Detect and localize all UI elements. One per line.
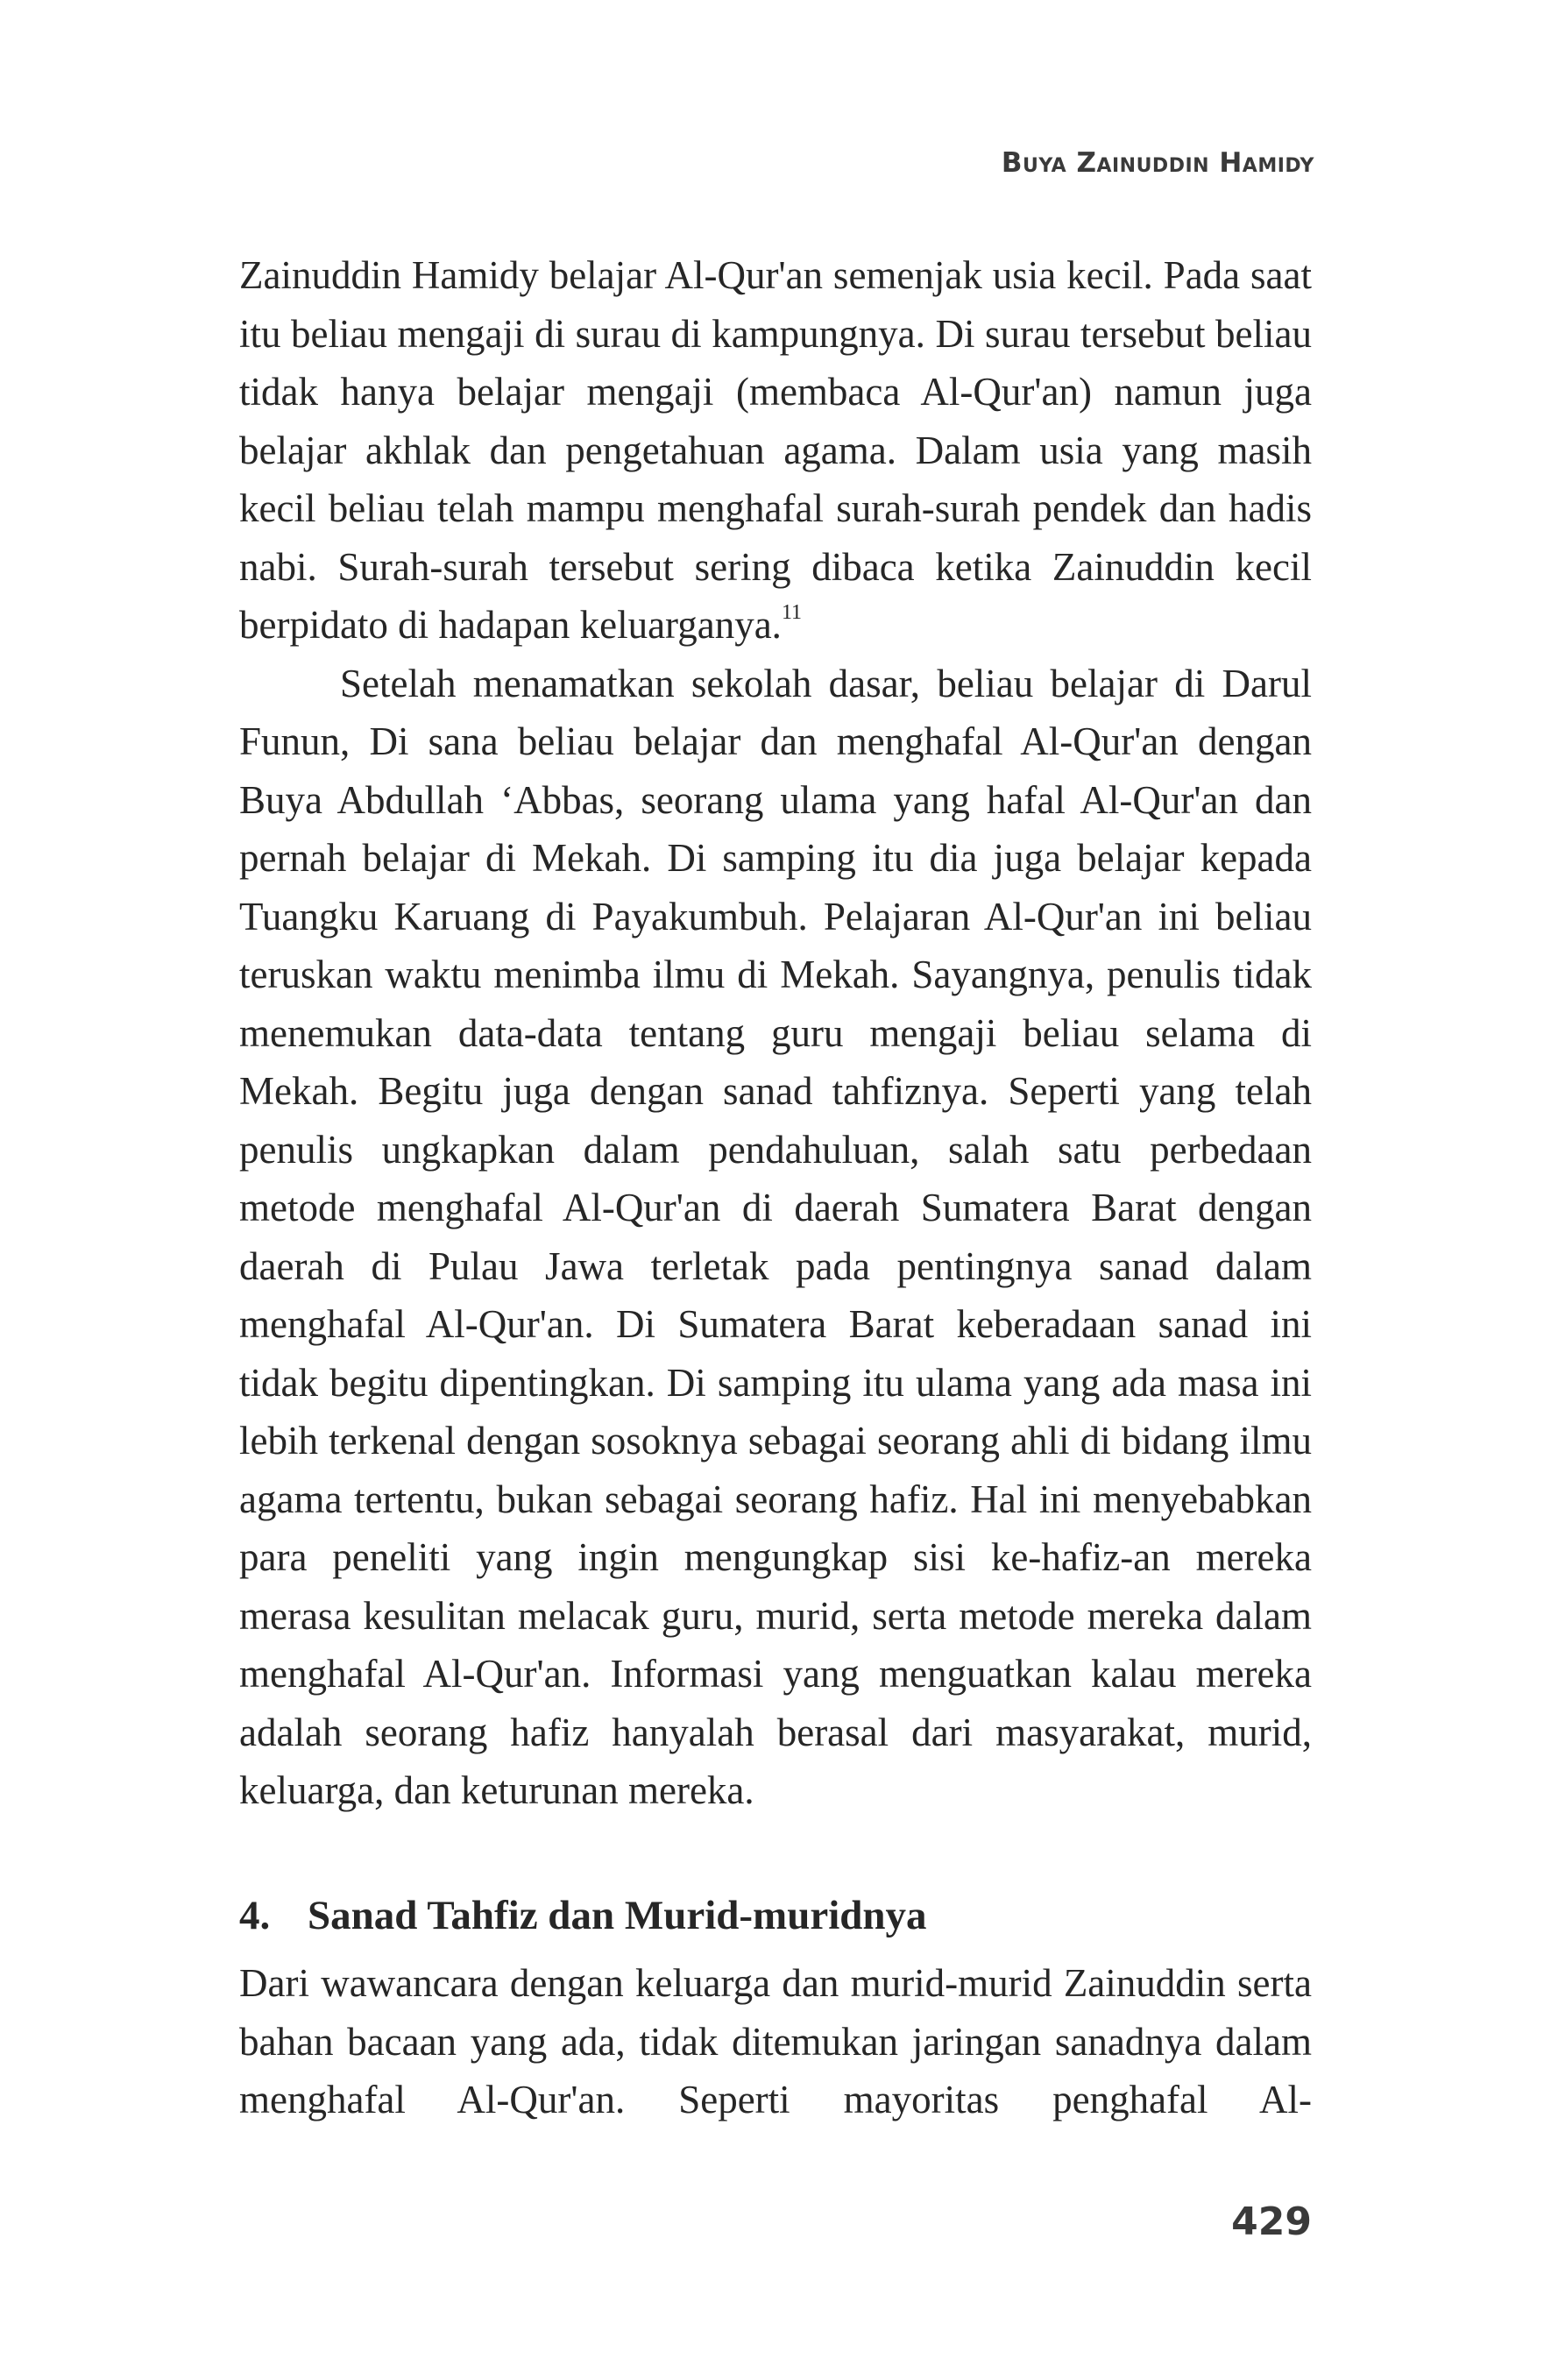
paragraph-2: Setelah menamatkan sekolah dasar, beliau belajar di Darul Funun, Di sana beliau belajar dan menghafal Al-Qur'an dengan Buya Abdullah ‘Abbas, seorang ulama yang hafal Al-Qur'an dan pernah belajar di Mekah. Di samping itu dia juga belajar kepada Tuangku Karuang di Payakumbuh. Pelajaran Al-Qur'an ini beliau teruskan waktu menimba ilmu di Mekah. Sayangnya, penulis tidak menemukan data-data tentang guru mengaji beliau selama di Mekah. Begitu juga dengan sanad tahfiznya. Seperti yang telah penulis ungkapkan dalam pendahuluan, salah satu perbedaan metode menghafal Al-Qur'an di daerah Sumatera Barat dengan daerah di Pulau Jawa terletak pada pentingnya sanad dalam menghafal Al-Qur'an. Di Sumatera Barat keberadaan sanad ini tidak begitu dipentingkan. Di samping itu ulama yang ada masa ini lebih terkenal dengan sosoknya sebagai seorang ahli di bidang ilmu agama tertentu, bukan sebagai seorang hafiz. Hal ini menyebabkan para peneliti yang ingin mengungkap sisi ke-hafiz-an mereka merasa kesulitan melacak guru, murid, serta metode mereka dalam menghafal Al-Qur'an. Informasi yang menguatkan kalau mereka adalah seorang hafiz hanyalah berasal dari masyarakat, murid, keluarga, dan keturunan mereka. — [239, 661, 1312, 1812]
section-title: Sanad Tahfiz dan Murid-muridnya — [308, 1893, 927, 1938]
paragraph-1-text: Zainuddin Hamidy belajar Al-Qur'an semenjak usia kecil. Pada saat itu beliau mengaji di surau di kampungnya. Di surau tersebut beliau tidak hanya belajar mengaji (membaca Al-Qur'an) namun juga belajar akhlak dan pengetahuan agama. Dalam usia yang masih kecil beliau telah mampu menghafal surah-surah pendek dan hadis nabi. Surah-surah tersebut sering dibaca ketika Zainuddin kecil berpidato di hadapan keluarganya. — [239, 253, 1312, 647]
body-text-top — [239, 246, 1312, 1820]
paragraph-1 — [239, 246, 1312, 655]
section-paragraph: Dari wawancara dengan keluarga dan murid-murid Zainuddin serta bahan bacaan yang ada, tidak ditemukan jaringan sanadnya dalam menghafal Al-Qur'an. Seperti mayoritas penghafal Al- — [239, 1961, 1312, 2121]
running-head: Buya Zainuddin Hamidy — [1001, 147, 1314, 179]
section-number: 4. — [239, 1893, 271, 1938]
page-number: 429 — [1231, 2199, 1312, 2244]
footnote-reference[interactable]: 11 — [781, 601, 803, 624]
section-heading — [239, 1887, 1312, 1944]
body-text-section — [239, 1954, 1312, 2129]
